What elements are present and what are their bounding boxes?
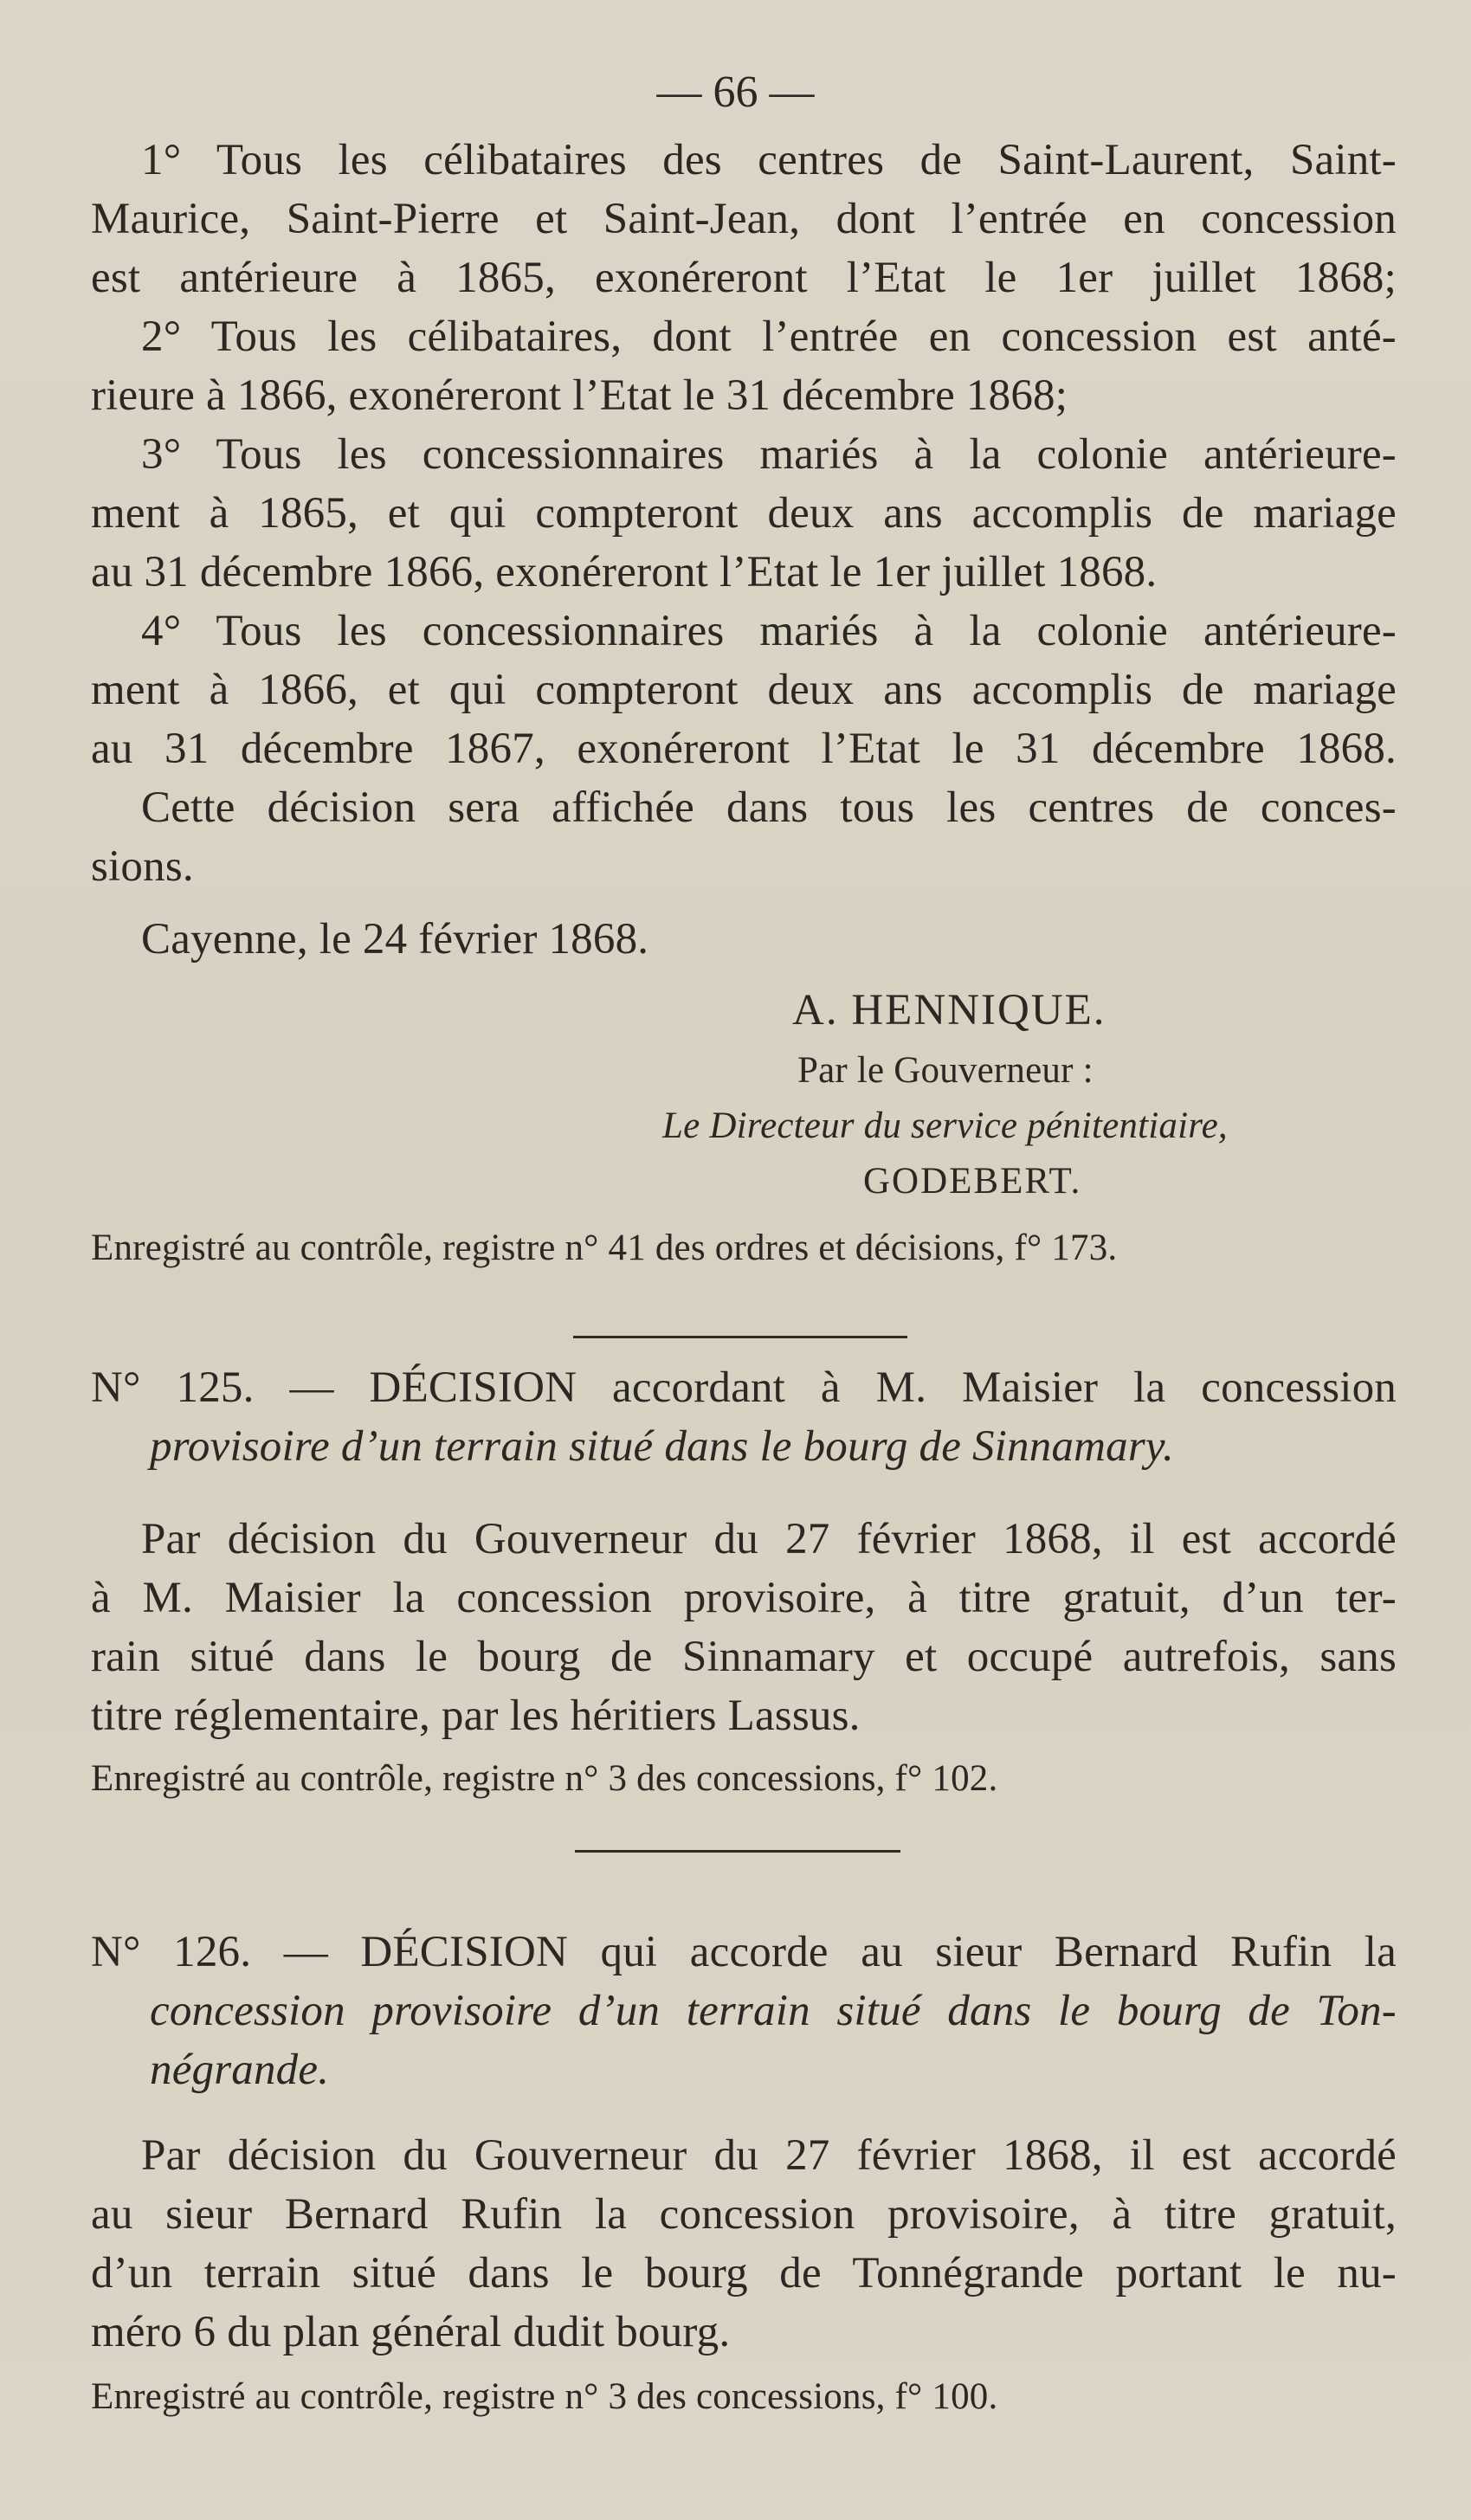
decision-126-body-2: au sieur Bernard Rufin la concession provisoire, à titre gratuit,: [91, 2190, 1397, 2239]
intro-line-10: ment à 1866, et qui compteront deux ans accomplis de mariage: [91, 666, 1397, 714]
decision-126-body-1: Par décision du Gouverneur du 27 février 1868, il est accordé: [141, 2131, 1397, 2180]
signature-by: Par le Gouverneur :: [797, 1050, 1094, 1091]
decision-125-body-2: à M. Maisier la concession provisoire, à titre gratuit, d’un ter-: [91, 1574, 1397, 1622]
date-line: Cayenne, le 24 février 1868.: [141, 915, 649, 964]
decision-126-heading-3: négrande.: [150, 2046, 330, 2094]
decision-126-body-3: d’un terrain situé dans le bourg de Tonnégrande portant le nu-: [91, 2249, 1397, 2298]
intro-line-4: 2° Tous les célibataires, dont l’entrée en concession est anté-: [141, 313, 1397, 361]
intro-line-1: 1° Tous les célibataires des centres de Saint-Laurent, Saint-: [141, 136, 1397, 184]
signature-signer: GODEBERT.: [863, 1161, 1082, 1202]
intro-line-13: sions.: [91, 842, 194, 891]
intro-line-6: 3° Tous les concessionnaires mariés à la colonie antérieure-: [141, 430, 1397, 479]
decision-125-heading-2: provisoire d’un terrain situé dans le bourg de Sinnamary.: [150, 1422, 1174, 1471]
decision-125-body-3: rain situé dans le bourg de Sinnamary et occupé autrefois, sans: [91, 1633, 1397, 1681]
decision-125-heading-1: N° 125. — DÉCISION accordant à M. Maisier la concession: [91, 1363, 1397, 1412]
decision-125-registration: Enregistré au contrôle, registre n° 3 des concessions, f° 102.: [91, 1758, 998, 1799]
intro-line-12: Cette décision sera affichée dans tous les centres de conces-: [141, 783, 1397, 832]
decision-126-registration: Enregistré au contrôle, registre n° 3 des concessions, f° 100.: [91, 2376, 998, 2417]
decision-126-heading-2: concession provisoire d’un terrain situé dans le bourg de Ton-: [150, 1987, 1397, 2035]
page-number: — 66 —: [656, 68, 815, 117]
intro-line-8: au 31 décembre 1866, exonéreront l’Etat le 1er juillet 1868.: [91, 548, 1158, 596]
signature-name: A. HENNIQUE.: [792, 986, 1106, 1034]
decision-125-body-4: titre réglementaire, par les héritiers Lassus.: [91, 1692, 861, 1740]
decision-126-body-4: méro 6 du plan général dudit bourg.: [91, 2308, 731, 2356]
intro-line-2: Maurice, Saint-Pierre et Saint-Jean, dont l’entrée en concession: [91, 195, 1397, 243]
separator-rule-2: [575, 1850, 900, 1853]
intro-line-9: 4° Tous les concessionnaires mariés à la colonie antérieure-: [141, 607, 1397, 655]
separator-rule-1: [573, 1336, 907, 1338]
registration-line-1: Enregistré au contrôle, registre n° 41 des ordres et décisions, f° 173.: [91, 1228, 1118, 1268]
decision-125-body-1: Par décision du Gouverneur du 27 février 1868, il est accordé: [141, 1515, 1397, 1563]
signature-title: Le Directeur du service pénitentiaire,: [662, 1105, 1228, 1146]
intro-line-7: ment à 1865, et qui compteront deux ans accomplis de mariage: [91, 489, 1397, 538]
intro-line-3: est antérieure à 1865, exonéreront l’Etat le 1er juillet 1868;: [91, 254, 1397, 302]
intro-line-5: rieure à 1866, exonéreront l’Etat le 31 décembre 1868;: [91, 371, 1068, 420]
intro-line-11: au 31 décembre 1867, exonéreront l’Etat le 31 décembre 1868.: [91, 725, 1397, 773]
decision-126-heading-1: N° 126. — DÉCISION qui accorde au sieur Bernard Rufin la: [91, 1928, 1397, 1976]
